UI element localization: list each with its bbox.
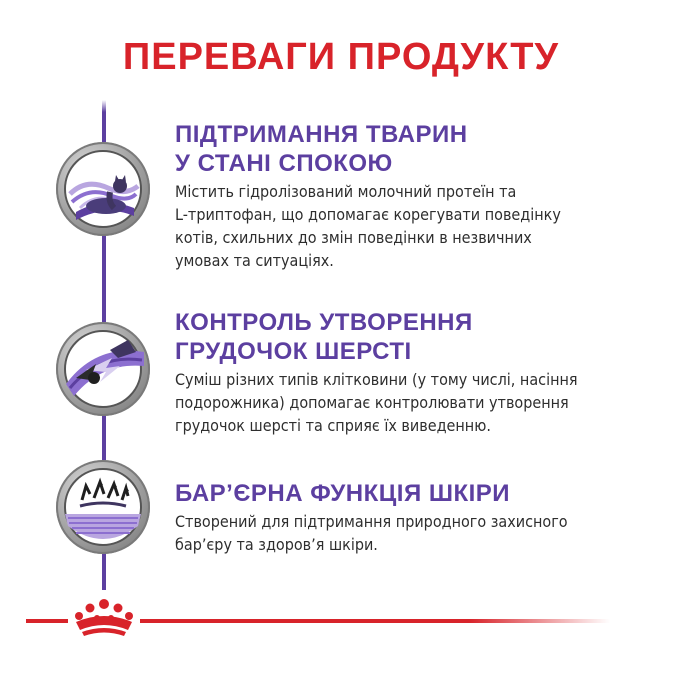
benefit-title: ПІДТРИМАННЯ ТВАРИН У СТАНІ СПОКОЮ bbox=[175, 121, 468, 177]
benefit-text: Суміш різних типів клітковини (у тому числі, насіння подорожника) допомагає контролювати утворення грудочок шерсті та сприяє їх виведенню. bbox=[175, 370, 578, 435]
hairball-control-icon bbox=[56, 322, 150, 416]
footer-line bbox=[140, 619, 610, 623]
royal-canin-crown-icon bbox=[70, 596, 138, 638]
skin-barrier-icon bbox=[56, 460, 150, 554]
footer-line bbox=[26, 619, 68, 623]
benefit-text: Містить гідролізований молочний протеїн та L-триптофан, що допомагає корегувати поведінку котів, схильних до змін поведінки в незвичних умовах та ситуаціях. bbox=[175, 182, 561, 270]
benefit-skin bbox=[175, 479, 665, 556]
benefit-hairball bbox=[175, 308, 665, 437]
benefit-title: КОНТРОЛЬ УТВОРЕННЯ ГРУДОЧОК ШЕРСТІ bbox=[175, 309, 473, 365]
benefit-text: Створений для підтримання природного захисного бар’єру та здоров’я шкіри. bbox=[175, 512, 568, 554]
calm-cat-icon bbox=[56, 142, 150, 236]
page-title: ПЕРЕВАГИ ПРОДУКТУ bbox=[122, 36, 560, 78]
benefit-title: БАР’ЄРНА ФУНКЦІЯ ШКІРИ bbox=[175, 480, 511, 507]
benefit-calm bbox=[175, 120, 665, 272]
